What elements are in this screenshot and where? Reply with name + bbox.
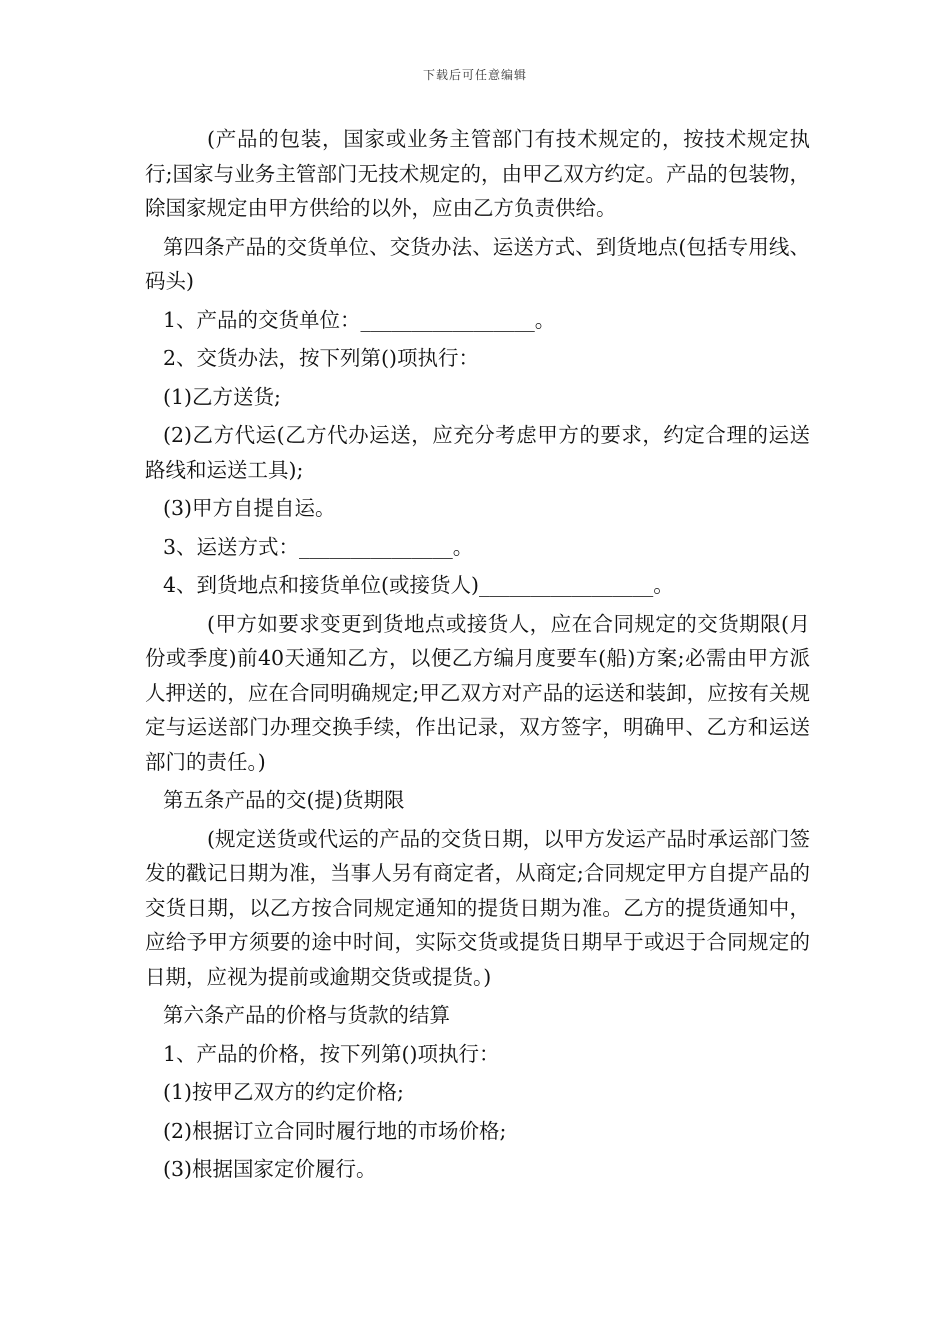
location-change-note-paragraph: (甲方如要求变更到货地点或接货人，应在合同规定的交货期限(月份或季度)前40天通知乙方，以便乙方编月度要车(船)方案;必需由甲方派人押送的，应在合同明确规定;甲乙双方对产品的运送和装卸，应按有关规定与运送部门办理交换手续，作出记录，双方签字，明确甲、乙方和运送部门的责任。) [145, 611, 810, 774]
arrival-location-item: 4、到货地点和接货单位(或接货人)_________________。 [163, 573, 674, 597]
delivery-unit-item: 1、产品的交货单位：_________________。 [163, 307, 556, 332]
page-header: 下载后可任意编辑 [422, 68, 527, 82]
article-5-heading: 第五条产品的交(提)货期限 [163, 788, 405, 812]
delivery-method-item: 2、交货办法，按下列第()项执行： [163, 346, 480, 370]
delivery-option-2: (2)乙方代运(乙方代办运送，应充分考虑甲方的要求，约定合理的运送路线和运送工具); [145, 423, 810, 482]
article-6-heading: 第六条产品的价格与货款的结算 [163, 1003, 450, 1027]
transport-method-item: 3、运送方式：_______________。 [163, 534, 474, 559]
price-item: 1、产品的价格，按下列第()项执行： [163, 1041, 500, 1066]
delivery-option-1: (1)乙方送货; [163, 384, 281, 409]
article-4-heading: 第四条产品的交货单位、交货办法、运送方式、到货地点(包括专用线、码头) [145, 234, 810, 293]
price-option-1: (1)按甲乙双方的约定价格; [163, 1080, 404, 1104]
packaging-note-paragraph: (产品的包装，国家或业务主管部门有技术规定的，按技术规定执行;国家与业务主管部门无技术规定的，由甲乙双方约定。产品的包装物，除国家规定由甲方供给的以外，应由乙方负责供给。 [145, 127, 810, 220]
price-option-3: (3)根据国家定价履行。 [163, 1157, 377, 1181]
document-body [145, 122, 810, 1187]
delivery-option-3: (3)甲方自提自运。 [163, 496, 336, 520]
price-option-2: (2)根据订立合同时履行地的市场价格; [163, 1118, 507, 1143]
delivery-date-note-paragraph: (规定送货或代运的产品的交货日期，以甲方发运产品时承运部门签发的戳记日期为准，当事人另有商定者，从商定;合同规定甲方自提产品的交货日期，以乙方按合同规定通知的提货日期为准。乙方的提货通知中，应给予甲方须要的途中时间，实际交货或提货日期早于或迟于合同规定的日期，应视为提前或逾期交货或提货。) [145, 826, 810, 989]
